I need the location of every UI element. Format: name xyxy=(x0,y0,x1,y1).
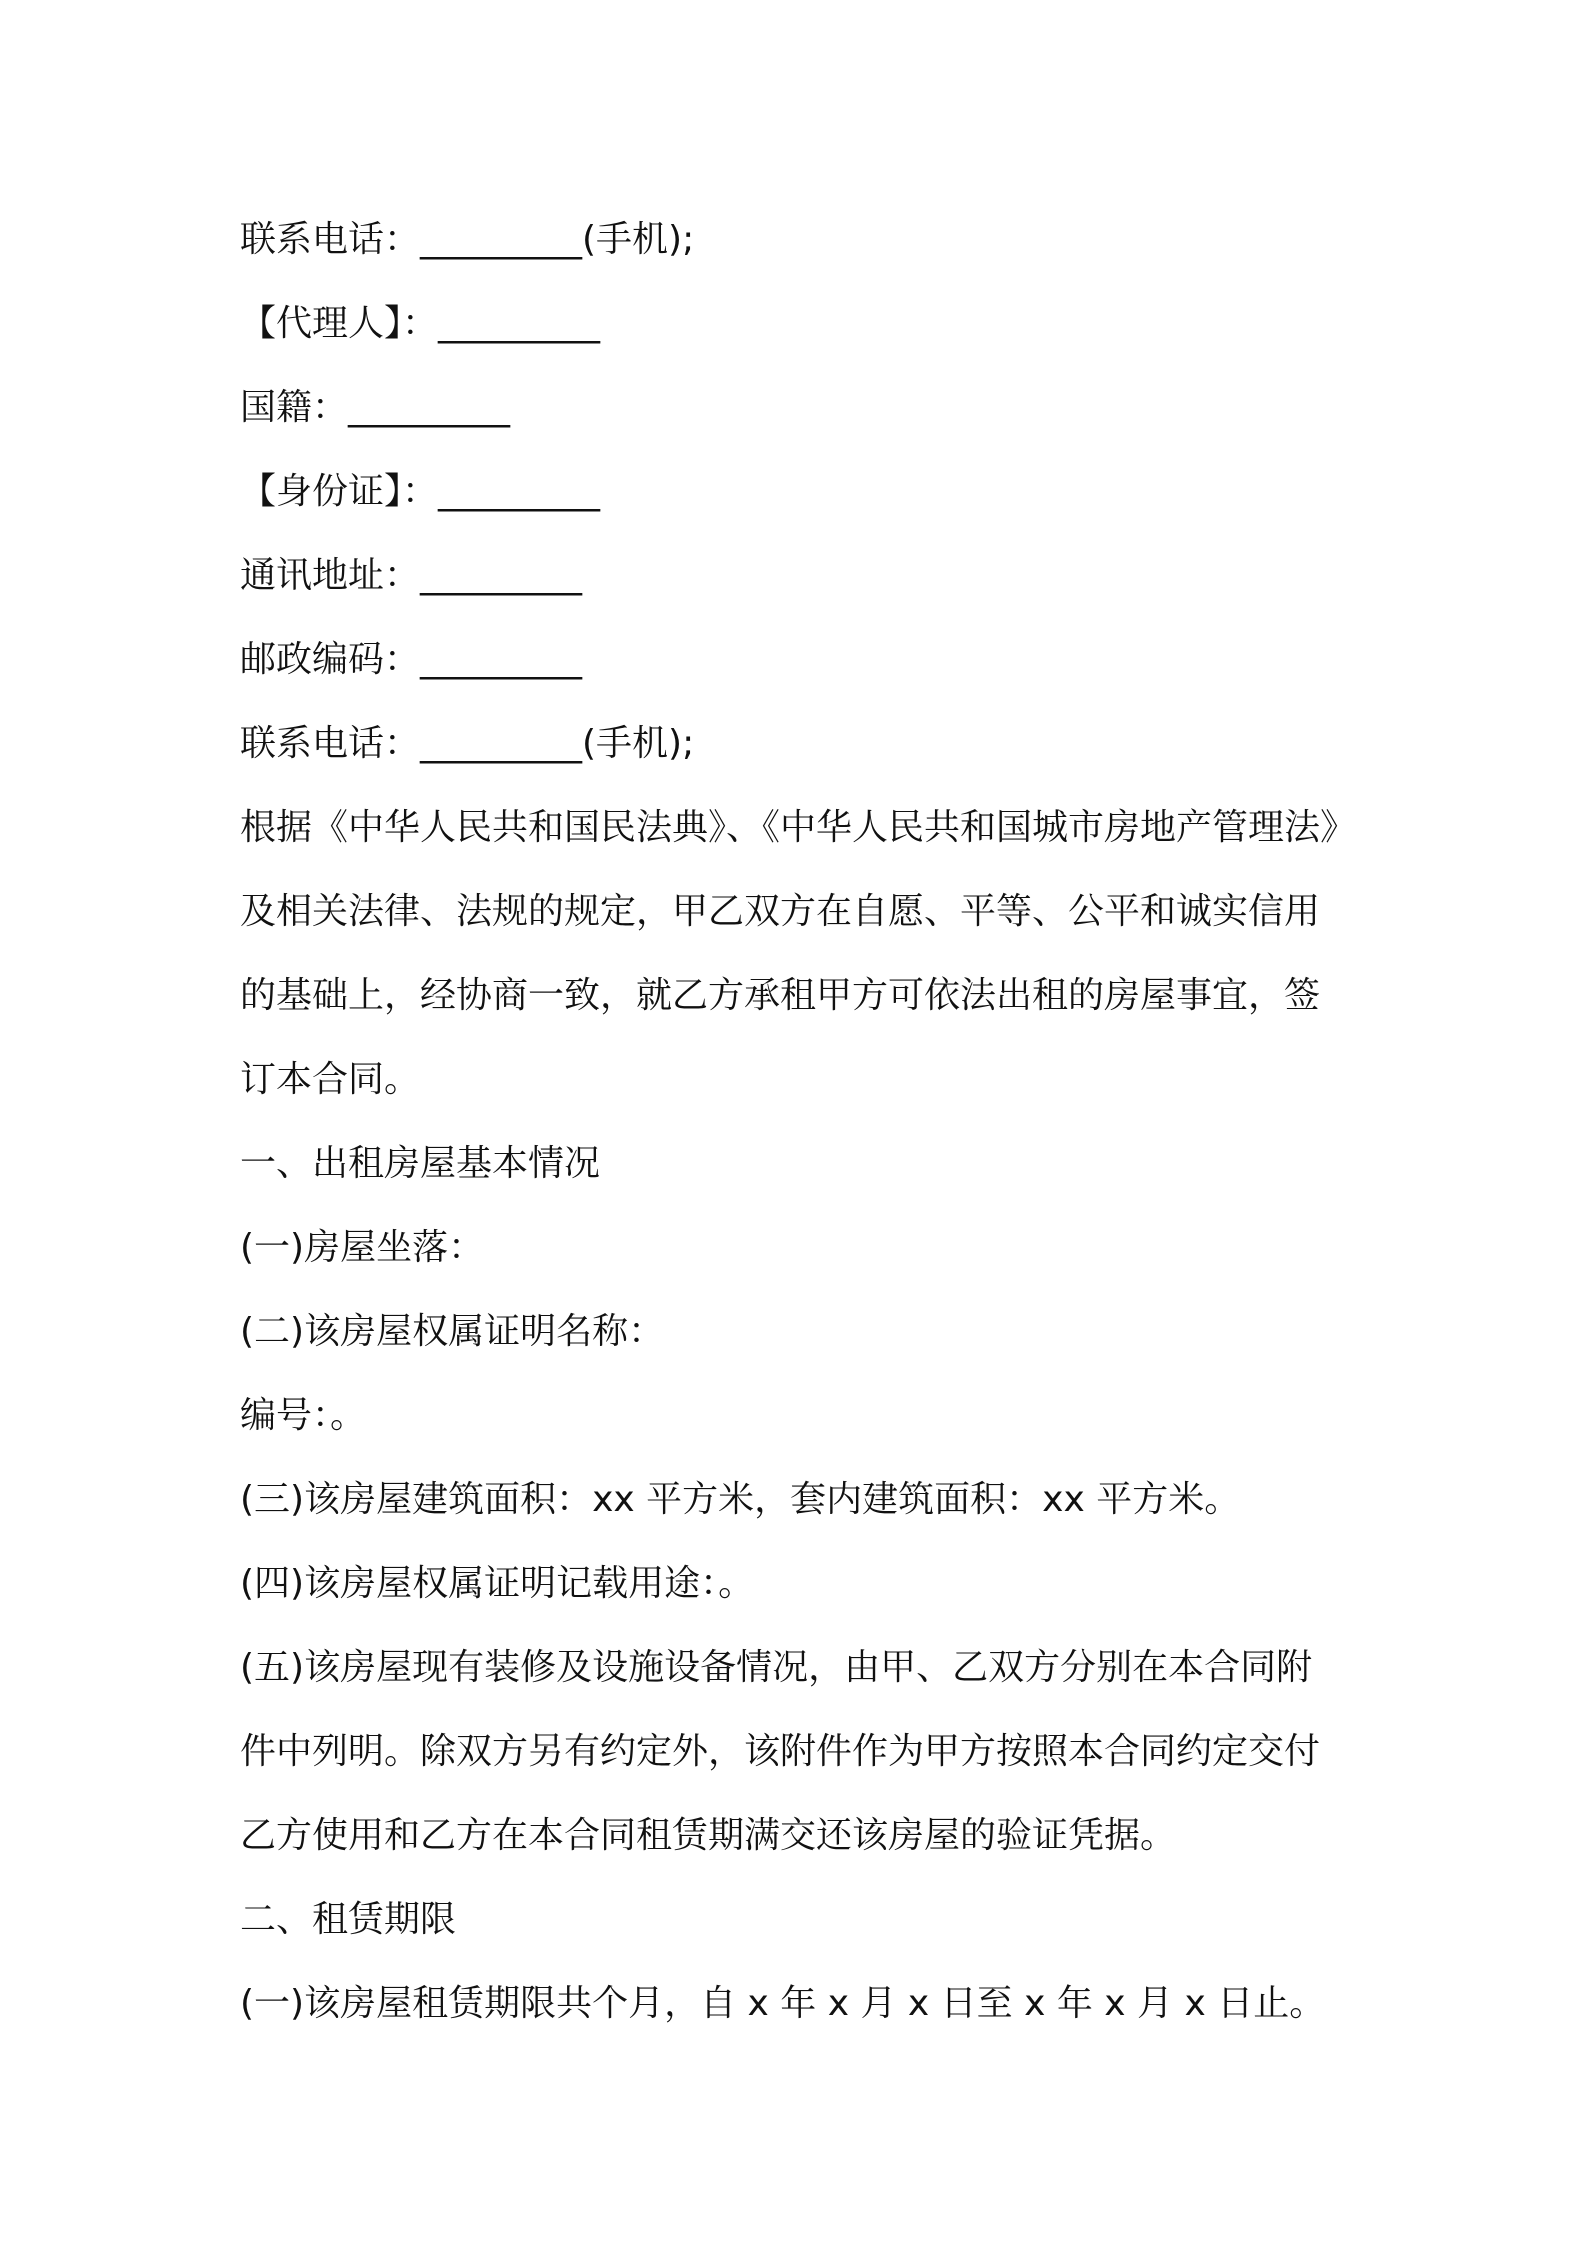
section-1-heading: 一、出租房屋基本情况 xyxy=(240,1143,601,1184)
agent-field-line: 【代理人】：_________ xyxy=(240,303,601,344)
preamble-line: 的基础上，经协商一致，就乙方承租甲方可依法出租的房屋事宜，签 xyxy=(240,975,1321,1016)
section-1-item-3: (三)该房屋建筑面积：xx 平方米，套内建筑面积：xx 平方米。 xyxy=(240,1479,1241,1520)
address-field-line: 通讯地址：_________ xyxy=(240,555,583,596)
preamble-paragraph xyxy=(240,786,1360,1122)
preamble-line: 订本合同。 xyxy=(240,1059,421,1100)
section-1-item-2-number: 编号：。 xyxy=(240,1395,367,1436)
section-1-item-5-line: 乙方使用和乙方在本合同租赁期满交还该房屋的验证凭据。 xyxy=(240,1815,1177,1856)
section-1-item-2: (二)该房屋权属证明名称： xyxy=(240,1311,665,1352)
id-card-field-line: 【身份证】：_________ xyxy=(240,471,601,512)
nationality-field-line: 国籍：_________ xyxy=(240,387,511,428)
preamble-line: 及相关法律、法规的规定，甲乙双方在自愿、平等、公平和诚实信用 xyxy=(240,891,1321,932)
section-2-heading: 二、租赁期限 xyxy=(240,1899,457,1940)
section-1-item-5-line: 件中列明。除双方另有约定外，该附件作为甲方按照本合同约定交付 xyxy=(240,1731,1321,1772)
section-1-item-5 xyxy=(240,1626,1360,1878)
phone-field-line-2: 联系电话：_________(手机); xyxy=(240,723,695,764)
section-1-item-5-line: (五)该房屋现有装修及设施设备情况，由甲、乙双方分别在本合同附 xyxy=(240,1647,1313,1688)
section-2-item-1: (一)该房屋租赁期限共个月，自 x 年 x 月 x 日至 x 年 x 月 x 日止。 xyxy=(240,1983,1326,2024)
preamble-line: 根据《中华人民共和国民法典》、《中华人民共和国城市房地产管理法》 xyxy=(240,807,1357,848)
section-1-item-1: (一)房屋坐落： xyxy=(240,1227,485,1268)
section-1-item-4: (四)该房屋权属证明记载用途：。 xyxy=(240,1563,755,1604)
document-body xyxy=(240,198,1360,2046)
phone-field-line: 联系电话：_________(手机); xyxy=(240,219,695,260)
postcode-field-line: 邮政编码：_________ xyxy=(240,639,583,680)
